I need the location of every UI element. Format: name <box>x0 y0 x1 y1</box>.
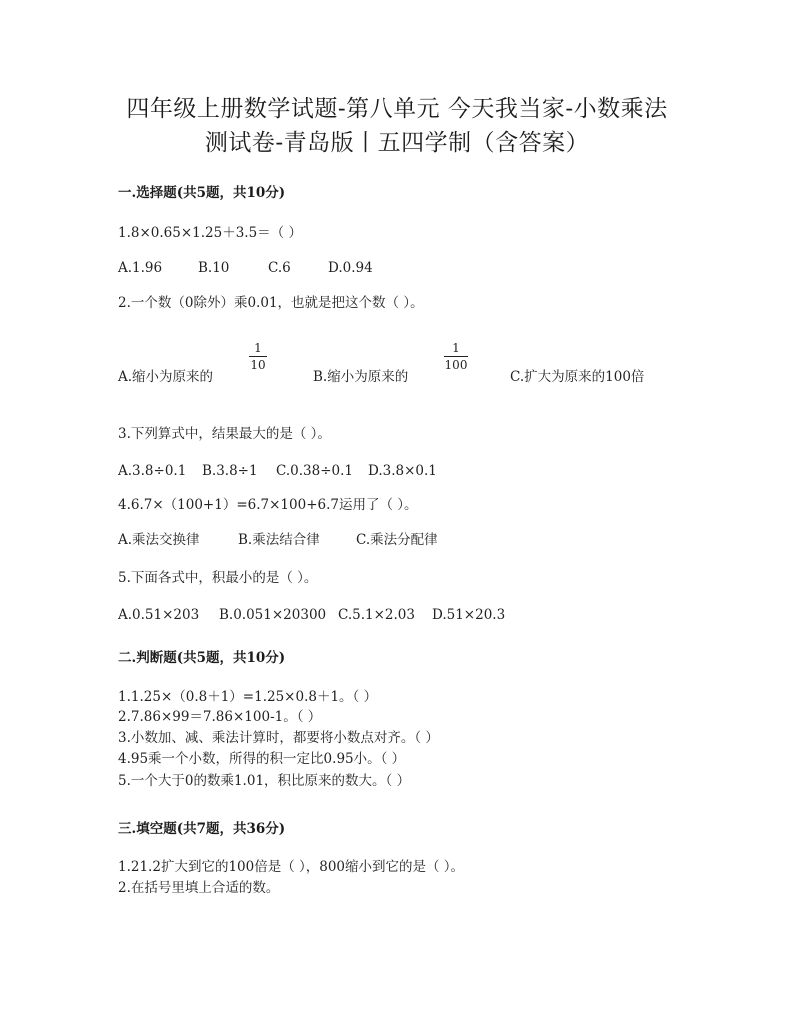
fraction-bar <box>444 356 468 357</box>
option-1-3-b: B.3.8÷1 <box>202 463 258 479</box>
option-1-4-b: B.乘法结合律 <box>238 532 320 548</box>
fraction-bar <box>249 356 267 357</box>
fraction-denominator: 100 <box>444 358 468 372</box>
section-heading-choice: 一.选择题(共5题，共10分) <box>118 185 286 201</box>
section-heading-judge: 二.判断题(共5题，共10分) <box>118 650 286 666</box>
option-1-2-a: A.缩小为原来的 <box>118 369 214 385</box>
option-1-4-a: A.乘法交换律 <box>118 532 200 548</box>
fraction-numerator: 1 <box>254 341 262 355</box>
option-1-4-c: C.乘法分配律 <box>356 532 438 548</box>
fraction-1-10 <box>249 341 267 372</box>
option-1-3-a: A.3.8÷0.1 <box>118 463 187 479</box>
fill-item-2: 2.在括号里填上合适的数。 <box>118 880 280 896</box>
option-1-5-b: B.0.051×20300 <box>219 607 327 623</box>
option-1-1-a: A.1.96 <box>118 260 163 276</box>
option-1-1-c: C.6 <box>268 260 291 276</box>
judge-item-3: 3.小数加、减、乘法计算时，都要将小数点对齐。（ ） <box>118 730 439 746</box>
option-1-3-c: C.0.38÷0.1 <box>276 463 353 479</box>
option-1-2-b: B.缩小为原来的 <box>313 369 409 385</box>
question-1-1: 1.8×0.65×1.25＋3.5＝（ ） <box>118 225 302 241</box>
question-1-4: 4.6.7×（100+1）=6.7×100+6.7运用了（ ）。 <box>118 497 418 513</box>
judge-item-2: 2.7.86×99＝7.86×100-1。（ ） <box>118 709 322 725</box>
question-1-2: 2.一个数（0除外）乘0.01，也就是把这个数（ ）。 <box>118 295 424 311</box>
fraction-1-100 <box>444 341 468 372</box>
option-1-1-b: B.10 <box>198 260 230 276</box>
option-1-3-d: D.3.8×0.1 <box>368 463 437 479</box>
page-title-line-2: 测试卷-青岛版丨五四学制（含答案） <box>204 130 590 156</box>
option-1-2-c: C.扩大为原来的100倍 <box>510 369 645 385</box>
judge-item-4: 4.95乘一个小数，所得的积一定比0.95小。（ ） <box>118 751 406 767</box>
option-1-1-d: D.0.94 <box>328 260 373 276</box>
fraction-denominator: 10 <box>250 358 266 372</box>
question-1-3: 3.下列算式中，结果最大的是（ ）。 <box>118 426 331 442</box>
option-1-5-a: A.0.51×203 <box>118 607 200 623</box>
option-1-5-c: C.5.1×2.03 <box>338 607 415 623</box>
page-title-line-1: 四年级上册数学试题-第八单元 今天我当家-小数乘法 <box>126 96 668 122</box>
option-1-5-d: D.51×20.3 <box>432 607 506 623</box>
section-heading-fill: 三.填空题(共7题，共36分) <box>118 821 286 837</box>
judge-item-5: 5.一个大于0的数乘1.01，积比原来的数大。（ ） <box>118 773 411 789</box>
fill-item-1: 1.21.2扩大到它的100倍是（ ），800缩小到它的是（ ）。 <box>118 859 465 875</box>
judge-item-1: 1.1.25×（0.8＋1）=1.25×0.8＋1。（ ） <box>118 689 378 705</box>
fraction-numerator: 1 <box>452 341 460 355</box>
question-1-5: 5.下面各式中，积最小的是（ ）。 <box>118 570 318 586</box>
